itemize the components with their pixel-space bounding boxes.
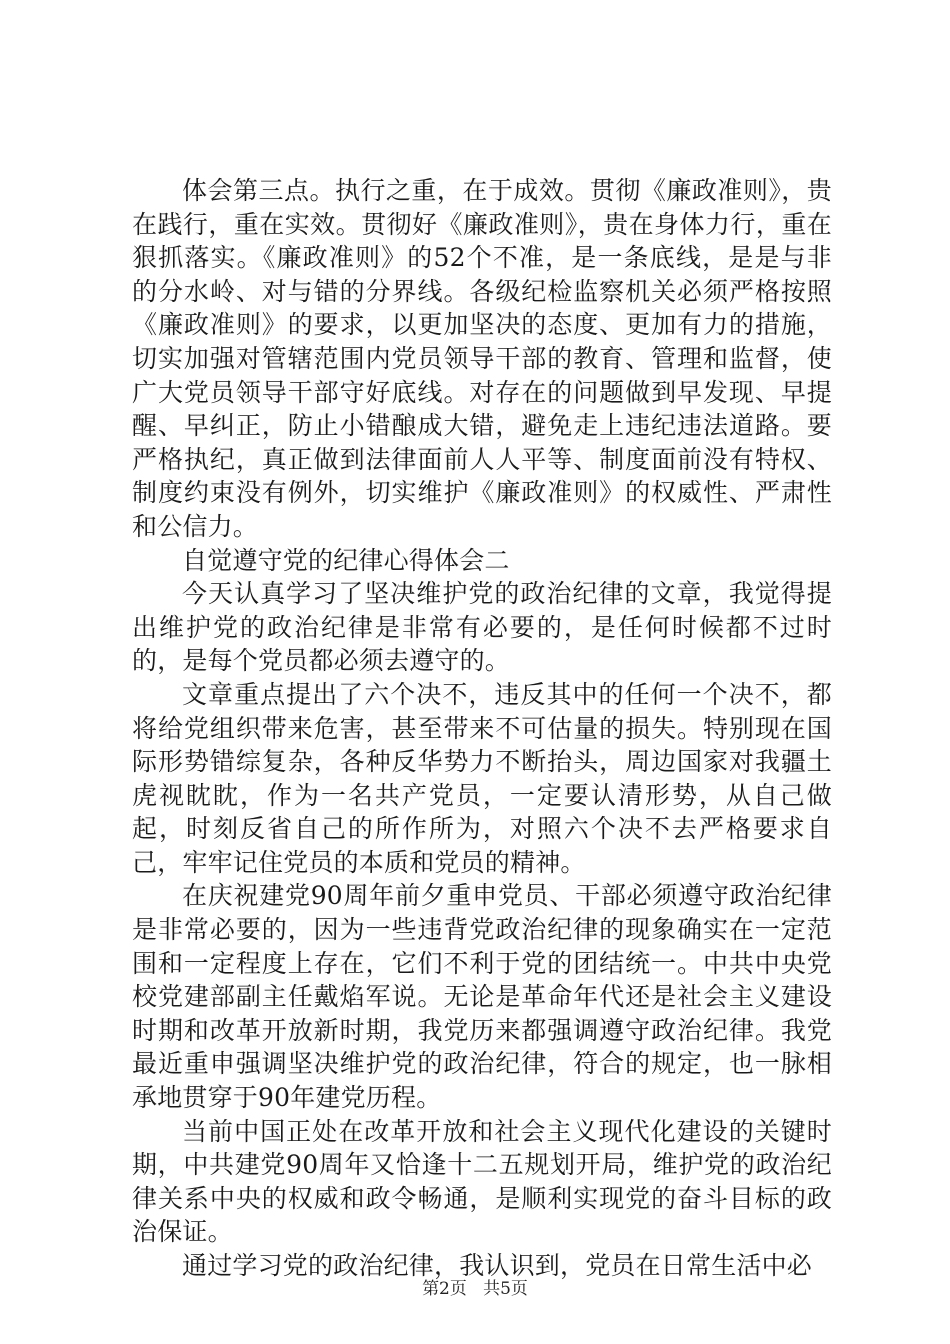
paragraph-experience-point-three: 体会第三点。执行之重，在于成效。贯彻《廉政准则》，贵在践行，重在实效。贯彻好《廉政准则》，贵在身体力行，重在狠抓落实。《廉政准则》的52个不准，是一条底线，是是与非的分水岭、对与错的分界线。各级纪检监察机关必须严格按照《廉政准则》的要求，以更加坚决的态度、更加有力的措施，切实加强对管辖范围内党员领导干部的教育、管理和监督，使广大党员领导干部守好底线。对存在的问题做到早发现、早提醒、早纠正，防止小错酿成大错，避免走上违纪违法道路。要严格执纪，真正做到法律面前人人平等、制度面前没有特权、制度约束没有例外，切实维护《廉政准则》的权威性、严肃性和公信力。	[132, 176, 832, 541]
document-body	[132, 174, 832, 1283]
page-footer	[0, 1278, 950, 1300]
paragraph-current-period: 当前中国正处在改革开放和社会主义现代化建设的关键时期，中共建党90周年又恰逢十二五规划开局，维护党的政治纪律关系中央的权威和政令畅通，是顺利实现党的奋斗目标的政治保证。	[132, 1116, 832, 1247]
page-number: 第2页	[422, 1279, 467, 1299]
paragraph-six-never: 文章重点提出了六个决不，违反其中的任何一个决不，都将给党组织带来危害，甚至带来不可估量的损失。特别现在国际形势错综复杂，各种反华势力不断抬头，周边国家对我疆土虎视眈眈，作为一名共产党员，一定要认清形势，从自己做起，时刻反省自己的所作所为，对照六个决不去严格要求自己，牢牢记住党员的本质和党员的精神。	[132, 679, 832, 877]
page-total: 共5页	[483, 1279, 528, 1299]
paragraph-90th-anniversary: 在庆祝建党90周年前夕重申党员、干部必须遵守政治纪律是非常必要的，因为一些违背党政治纪律的现象确实在一定范围和一定程度上存在，它们不利于党的团结统一。中共中央党校党建部副主任戴焰军说。无论是革命年代还是社会主义建设时期和改革开放新时期，我党历来都强调遵守政治纪律。我党最近重申强调坚决维护党的政治纪律，符合的规定，也一脉相承地贯穿于90年建党历程。	[132, 881, 832, 1113]
paragraph-learning-discipline: 通过学习党的政治纪律，我认识到，党员在日常生活中必	[182, 1251, 813, 1280]
section-heading-part-two: 自觉遵守党的纪律心得体会二	[182, 545, 510, 575]
footer-spacer	[472, 1279, 477, 1299]
paragraph-study-article: 今天认真学习了坚决维护党的政治纪律的文章，我觉得提出维护党的政治纪律是非常有必要的，是任何时候都不过时的，是每个党员都必须去遵守的。	[132, 579, 832, 676]
